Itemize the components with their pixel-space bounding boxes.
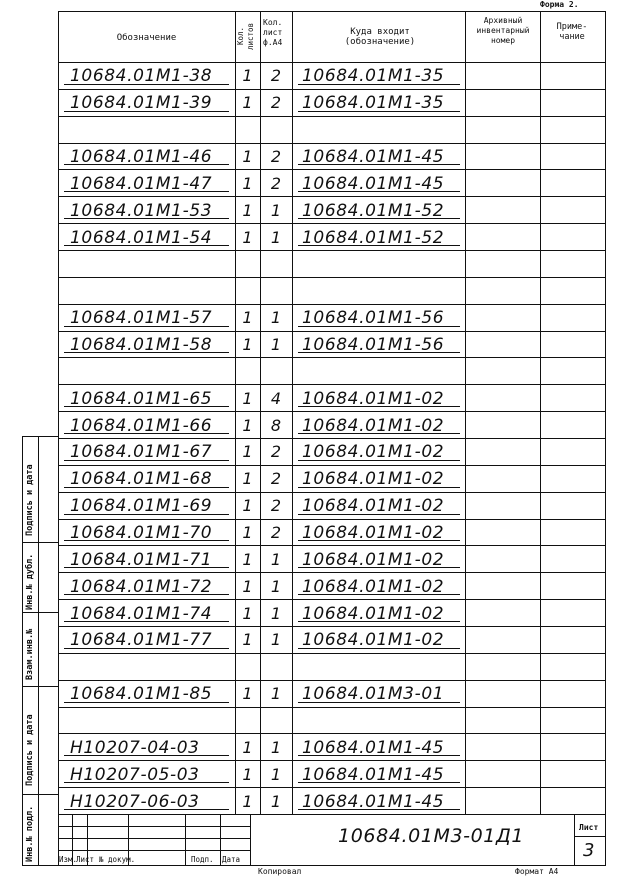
row-designation: 10684.01M1-54 bbox=[70, 227, 213, 248]
row-a4: 2 bbox=[270, 469, 282, 489]
row-designation: 10684.01M1-74 bbox=[70, 603, 213, 624]
row-underline bbox=[298, 218, 460, 219]
row-a4: 2 bbox=[270, 523, 282, 542]
document-code: 10684.01M3-01Д1 bbox=[338, 825, 525, 847]
row-underline bbox=[298, 460, 460, 461]
row-underline bbox=[298, 755, 460, 756]
row-sheets: 1 bbox=[242, 93, 253, 113]
row-a4: 1 bbox=[270, 791, 282, 811]
row-designation: 10684.01M1-39 bbox=[70, 93, 213, 114]
sheet-label: Лист bbox=[579, 823, 599, 832]
row-sheets: 1 bbox=[242, 764, 253, 784]
row-underline bbox=[64, 567, 229, 568]
row-underline bbox=[64, 702, 229, 703]
row-underline bbox=[298, 514, 460, 515]
row-divider bbox=[58, 733, 606, 734]
row-a4: 1 bbox=[270, 576, 282, 596]
row-included-in: 10684.01M1-56 bbox=[302, 335, 445, 355]
row-underline bbox=[298, 782, 460, 783]
header-sheets-count: Кол. листов bbox=[236, 22, 255, 50]
tb-col-date: Дата bbox=[222, 855, 241, 864]
row-underline bbox=[64, 326, 229, 327]
row-divider bbox=[58, 492, 606, 493]
row-underline bbox=[64, 406, 229, 407]
row-underline bbox=[298, 594, 460, 595]
row-sheets: 1 bbox=[242, 308, 253, 328]
row-a4: 2 bbox=[270, 496, 282, 516]
row-divider bbox=[58, 653, 606, 654]
footer-format: Формат А4 bbox=[515, 867, 559, 876]
row-divider bbox=[58, 626, 606, 627]
row-underline bbox=[298, 433, 460, 434]
row-underline bbox=[64, 245, 229, 246]
row-designation: 10684.01M1-70 bbox=[70, 523, 213, 543]
side-label-inv-orig: Инв.№ подл. bbox=[25, 805, 35, 862]
row-divider bbox=[58, 143, 606, 144]
row-divider bbox=[58, 357, 606, 358]
row-a4: 1 bbox=[270, 335, 282, 354]
tb-col-doc: № докум. bbox=[99, 855, 136, 864]
row-underline bbox=[64, 782, 229, 783]
row-sheets: 1 bbox=[242, 684, 253, 704]
header-designation: Обозначение bbox=[116, 33, 177, 43]
row-divider bbox=[58, 519, 606, 520]
row-a4: 2 bbox=[270, 173, 282, 193]
row-designation: 10684.01M1-68 bbox=[70, 469, 213, 490]
row-sheets: 1 bbox=[242, 549, 253, 569]
row-underline bbox=[298, 84, 460, 85]
row-a4: 2 bbox=[270, 66, 282, 86]
tb-col-change: Изм. bbox=[59, 855, 78, 864]
row-included-in: 10684.01M1-02 bbox=[302, 442, 445, 463]
row-divider bbox=[58, 787, 606, 788]
row-underline bbox=[298, 809, 460, 810]
row-designation: 10684.01M1-72 bbox=[70, 576, 213, 597]
row-underline bbox=[298, 111, 460, 112]
row-designation: 10684.01M1-77 bbox=[70, 630, 213, 651]
row-underline bbox=[64, 111, 229, 112]
row-underline bbox=[298, 567, 460, 568]
row-divider bbox=[58, 545, 606, 546]
row-divider bbox=[58, 438, 606, 439]
row-divider bbox=[58, 760, 606, 761]
row-included-in: 10684.01M1-02 bbox=[302, 469, 445, 490]
tb-col-sign: Подп. bbox=[191, 855, 214, 864]
row-sheets: 1 bbox=[242, 66, 253, 86]
row-underline bbox=[64, 809, 229, 810]
row-divider bbox=[58, 304, 606, 305]
row-designation: 10684.01M1-53 bbox=[70, 200, 213, 221]
row-divider bbox=[58, 411, 606, 412]
row-underline bbox=[298, 487, 460, 488]
row-included-in: 10684.01M1-52 bbox=[302, 227, 445, 248]
row-a4: 1 bbox=[270, 308, 282, 328]
header-a4: Кол. лист ф.А4 bbox=[263, 18, 283, 47]
row-divider bbox=[58, 277, 606, 278]
row-sheets: 1 bbox=[242, 442, 253, 462]
row-sheets: 1 bbox=[242, 173, 253, 193]
row-a4: 8 bbox=[270, 415, 282, 435]
row-underline bbox=[298, 352, 460, 353]
row-underline bbox=[64, 84, 229, 85]
row-sheets: 1 bbox=[242, 630, 253, 650]
header-included-in: Куда входит (обозначение) bbox=[344, 27, 416, 47]
row-included-in: 10684.01M1-45 bbox=[302, 764, 445, 785]
row-underline bbox=[298, 164, 460, 165]
row-divider bbox=[58, 196, 606, 197]
row-underline bbox=[64, 487, 229, 488]
row-divider bbox=[58, 250, 606, 251]
sheet-number: 3 bbox=[583, 840, 596, 861]
footer-copied: Копировал bbox=[258, 867, 302, 876]
row-divider bbox=[58, 599, 606, 600]
row-underline bbox=[64, 648, 229, 649]
row-a4: 1 bbox=[270, 630, 282, 650]
side-label-sign-date-top: Подпись и дата bbox=[25, 464, 35, 536]
row-divider bbox=[58, 707, 606, 708]
row-designation: 10684.01M1-57 bbox=[70, 308, 213, 329]
row-sheets: 1 bbox=[242, 469, 253, 489]
row-included-in: 10684.01M1-52 bbox=[302, 200, 445, 221]
row-divider bbox=[58, 169, 606, 170]
row-a4: 1 bbox=[270, 200, 282, 220]
side-label-inv-dup: Инв.№ дубл. bbox=[25, 553, 35, 610]
row-included-in: 10684.01M1-45 bbox=[302, 147, 445, 167]
row-designation: 10684.01M1-65 bbox=[70, 388, 213, 409]
row-included-in: 10684.01M1-02 bbox=[302, 523, 445, 543]
row-sheets: 1 bbox=[242, 227, 253, 247]
row-included-in: 10684.01M1-02 bbox=[302, 496, 445, 517]
row-a4: 2 bbox=[270, 442, 282, 462]
row-included-in: 10684.01M1-02 bbox=[302, 549, 445, 570]
row-underline bbox=[298, 406, 460, 407]
row-underline bbox=[64, 540, 229, 541]
row-included-in: 10684.01M1-02 bbox=[302, 603, 445, 624]
row-designation: 10684.01M1-71 bbox=[70, 549, 213, 570]
row-sheets: 1 bbox=[242, 791, 253, 811]
side-label-replace-inv: Взам.инв.№ bbox=[25, 628, 35, 680]
row-sheets: 1 bbox=[242, 335, 253, 354]
row-sheets: 1 bbox=[242, 200, 253, 220]
row-sheets: 1 bbox=[242, 523, 253, 542]
row-underline bbox=[64, 191, 229, 192]
row-underline bbox=[298, 191, 460, 192]
row-underline bbox=[298, 648, 460, 649]
form-label: Форма 2. bbox=[540, 0, 579, 9]
header-archive: Архивный инвентарный номер bbox=[476, 16, 530, 45]
row-a4: 1 bbox=[270, 684, 282, 704]
row-designation: 10684.01M1-85 bbox=[70, 684, 213, 705]
row-underline bbox=[64, 352, 229, 353]
row-a4: 1 bbox=[270, 603, 282, 623]
row-underline bbox=[64, 460, 229, 461]
row-divider bbox=[58, 680, 606, 681]
row-designation: H10207-05-03 bbox=[70, 764, 200, 785]
row-included-in: 10684.01M3-01 bbox=[302, 684, 445, 705]
row-underline bbox=[64, 514, 229, 515]
row-divider bbox=[58, 465, 606, 466]
row-designation: 10684.01M1-38 bbox=[70, 66, 213, 87]
row-sheets: 1 bbox=[242, 576, 253, 596]
row-underline bbox=[64, 621, 229, 622]
row-included-in: 10684.01M1-02 bbox=[302, 630, 445, 651]
row-divider bbox=[58, 572, 606, 573]
row-included-in: 10684.01M1-35 bbox=[302, 93, 445, 114]
row-sheets: 1 bbox=[242, 496, 253, 516]
row-sheets: 1 bbox=[242, 388, 253, 408]
row-divider bbox=[58, 116, 606, 117]
row-designation: 10684.01M1-46 bbox=[70, 147, 213, 167]
row-designation: 10684.01M1-58 bbox=[70, 335, 213, 355]
row-a4: 1 bbox=[270, 227, 282, 247]
row-underline bbox=[298, 621, 460, 622]
row-underline bbox=[298, 326, 460, 327]
row-divider bbox=[58, 384, 606, 385]
side-label-sign-date-bottom: Подпись и дата bbox=[25, 714, 35, 786]
row-a4: 2 bbox=[270, 93, 282, 113]
row-included-in: 10684.01M1-45 bbox=[302, 737, 445, 758]
row-designation: 10684.01M1-69 bbox=[70, 496, 213, 517]
row-underline bbox=[64, 594, 229, 595]
row-sheets: 1 bbox=[242, 737, 253, 757]
row-designation: H10207-06-03 bbox=[70, 791, 200, 812]
header-note: Приме- чание bbox=[556, 22, 588, 42]
row-designation: 10684.01M1-67 bbox=[70, 442, 213, 463]
row-a4: 1 bbox=[270, 764, 282, 784]
row-included-in: 10684.01M1-02 bbox=[302, 415, 445, 436]
tb-col-sheet: Лист bbox=[76, 855, 95, 864]
row-sheets: 1 bbox=[242, 603, 253, 623]
row-included-in: 10684.01M1-35 bbox=[302, 66, 445, 87]
row-sheets: 1 bbox=[242, 147, 253, 166]
row-underline bbox=[298, 245, 460, 246]
row-underline bbox=[64, 433, 229, 434]
row-designation: 10684.01M1-47 bbox=[70, 173, 213, 194]
row-divider bbox=[58, 89, 606, 90]
row-designation: 10684.01M1-66 bbox=[70, 415, 213, 436]
row-designation: H10207-04-03 bbox=[70, 737, 200, 758]
row-a4: 4 bbox=[270, 388, 282, 408]
row-a4: 2 bbox=[270, 147, 282, 166]
row-sheets: 1 bbox=[242, 415, 253, 435]
row-underline bbox=[64, 164, 229, 165]
row-underline bbox=[64, 755, 229, 756]
row-divider bbox=[58, 331, 606, 332]
row-underline bbox=[64, 218, 229, 219]
row-underline bbox=[298, 540, 460, 541]
row-included-in: 10684.01M1-45 bbox=[302, 791, 445, 812]
row-a4: 1 bbox=[270, 737, 282, 757]
row-a4: 1 bbox=[270, 549, 282, 569]
row-underline bbox=[298, 702, 460, 703]
row-included-in: 10684.01M1-02 bbox=[302, 388, 445, 409]
row-included-in: 10684.01M1-45 bbox=[302, 173, 445, 194]
row-divider bbox=[58, 223, 606, 224]
row-included-in: 10684.01M1-02 bbox=[302, 576, 445, 597]
row-included-in: 10684.01M1-56 bbox=[302, 308, 445, 329]
